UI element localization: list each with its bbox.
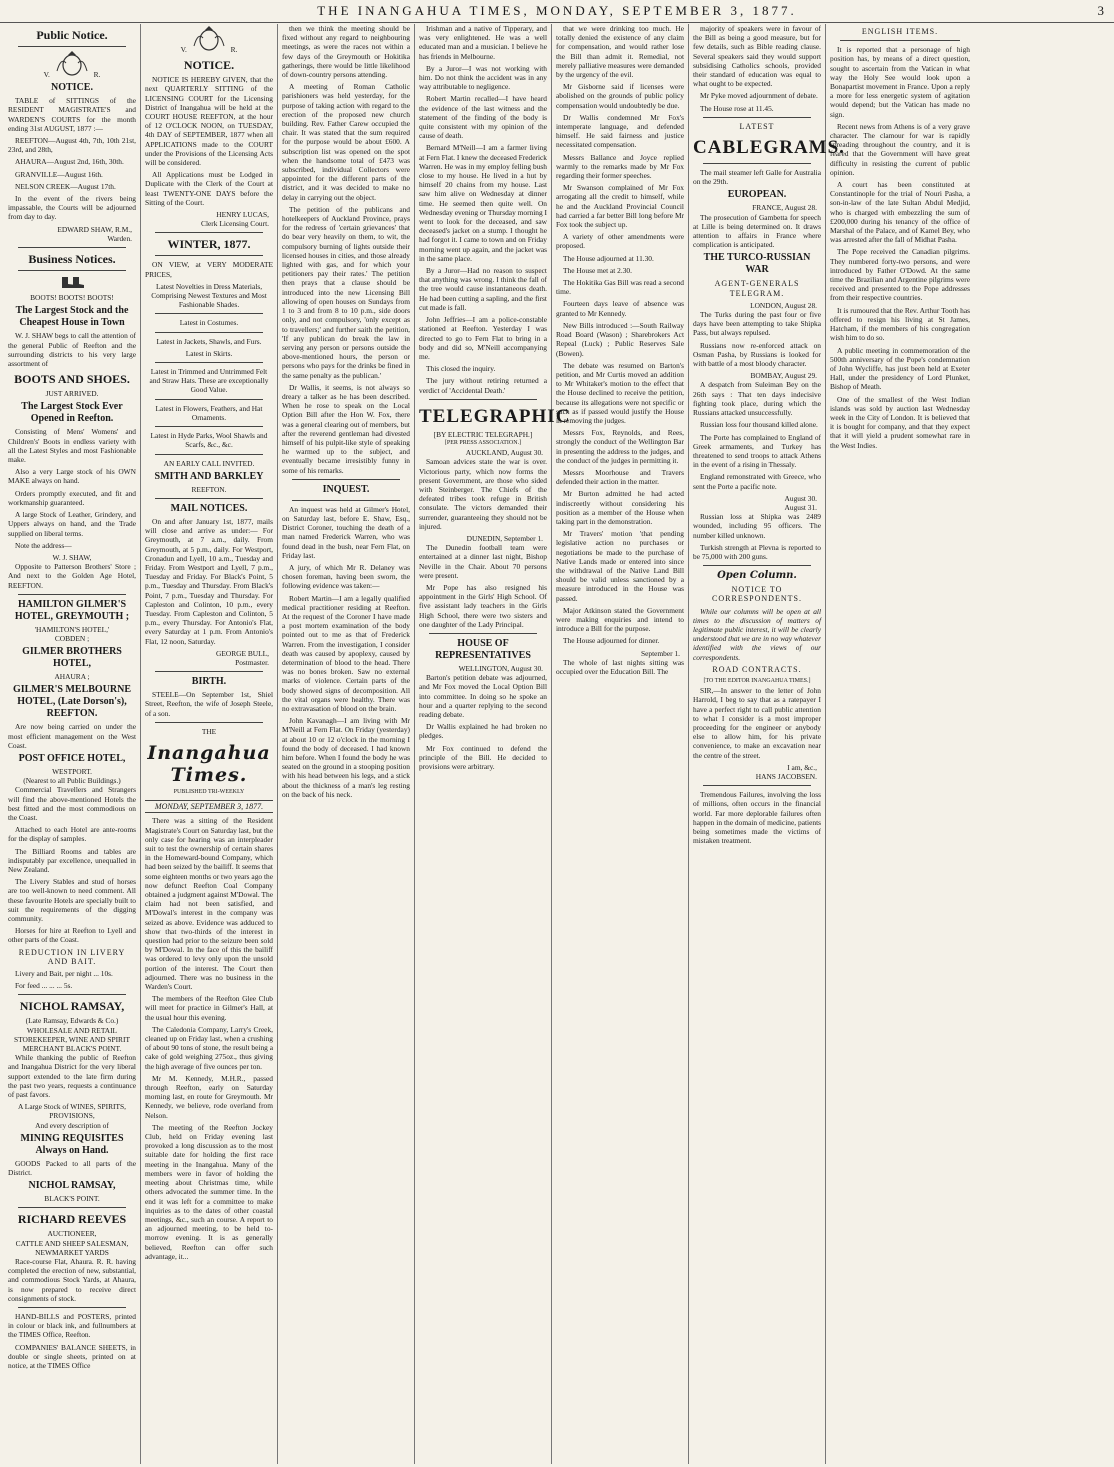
nichol-signature: NICHOL RAMSAY,: [28, 1180, 116, 1192]
russians-text: Russians now re-enforced attack on Osman Pasha, by Russians is looked for with battle of a most bloody character.: [693, 340, 821, 369]
pyke-text: Mr Pyke moved adjournment of debate.: [700, 91, 818, 101]
kennedy-text: Mr M. Kennedy, M.H.R., passed through Reefton, early on Saturday morning last, en route for Greymouth. Mr Kennedy, we believe, rode overland from Nelson.: [145, 1073, 273, 1120]
rumoured-text: It is rumoured that the Rev. Arthur Tooth has offered to resign his living at St James, Hatcham, if the members of his congregation wish him to do so.: [830, 305, 970, 343]
column-3: [278, 24, 415, 1464]
verdict-text: The jury without retiring returned a verdict of 'Accidental Death.': [419, 376, 547, 395]
page-number: 3: [1097, 3, 1104, 18]
lucas-title: Clerk Licensing Court.: [201, 219, 269, 229]
notice-correspondents-heading: NOTICE TO CORRESPONDENTS.: [712, 585, 802, 604]
col5-text1: that we were drinking too much. He totally denied the existence of any claim for compensation, and would rather lose the Bill than admit it. Remedial, not merely palliative measures were demanded by the urgency of the evil.: [556, 24, 684, 80]
mail-notices-text: On and after January 1st, 1877, mails will close and arrive as under:— For Greymouth, at 7 a.m., daily. From Greymouth, at 5 p.m., daily. For Westport, Cronadun and Lyell, 10 a.m., Tuesday and Friday. From Westport and Lyell, 7 p.m., Tuesday and Friday. For Black's Point, 5 p.m., Tuesday and Thursday. From Black's Point, 7 p.m., Tuesday and Thursday. For Capleston and Colinton, 10 p.m., every Tuesday. From Capleston and Colinton, 5 p.m., every Thursday. For Antonio's Flat, every Saturday at 1 p.m. From Antonio's Flat, 12 noon, Saturday.: [145, 516, 273, 646]
mail-notices-heading: MAIL NOTICES.: [170, 502, 248, 514]
livery-price: Livery and Bait, per night ... 10s.: [15, 969, 113, 978]
column-5: [552, 24, 689, 1464]
fox-text: Mr Fox continued to defend the principle of the Bill. He decided to provisions were arbitrary.: [419, 743, 547, 772]
gilmer-text: Are now being carried on under the most efficient management on the West Coast.: [8, 722, 136, 750]
london-dateline: LONDON, August 28.: [750, 300, 817, 310]
newmarket-label: NEWMARKET YARDS: [35, 1247, 109, 1257]
mneill-text: Bernard M'Neill—I am a farmer living at Fern Flat. I knew the deceased Frederick Warren. He was in my employ felling bush close to my house. He lived in a hut by himself 20 chains from my house. Last saw him alive on Wednesday at dinner time. He seemed then quite well. On Wednesday evening or Thursday morning I went to look for the deceased, and saw deceased's jacket on a stump. I thought he had forgot it. I came to town and on Friday morning went up again, and the jacket was in the same place.: [419, 143, 547, 263]
column-6: [689, 24, 845, 1464]
livery-text: The Livery Stables and stud of horses are too well-known to need comment. All these favourite Hotels are specially built to suit the requirements of the digging community.: [8, 877, 136, 923]
blacks-point-label: BLACK'S POINT.: [44, 1194, 100, 1204]
notice-heading: NOTICE.: [51, 82, 93, 94]
commercial-text: Commercial Travellers and Strangers will find the above-mentioned Hotels the best fitted and the most commodious on the Coast.: [8, 785, 136, 822]
post-office-hotel-heading: POST OFFICE HOTEL,: [18, 752, 126, 764]
column-1: [4, 24, 141, 1464]
hyde-park-text: Latest in Hyde Parks, Wool Shawls and Scarfs, &c., &c.: [150, 431, 268, 450]
westport-label: WESTPORT.: [52, 766, 92, 776]
russian-loss-text: Russian loss four thousand killed alone.: [700, 420, 818, 430]
sir-text: SIR,—In answer to the letter of John Harrold, I beg to say that as a ratepayer I have a perfect right to call public attention to what I consider is a most improper proceeding for the engineer or anybody else to allow him, for his private convenience, to make an excavation near the centre of the street.: [693, 686, 821, 760]
lucas-signature: HENRY LUCAS,: [216, 210, 269, 220]
shaw-signature: EDWARD SHAW, R.M.,: [57, 224, 132, 234]
postmaster-title: Postmaster.: [235, 657, 269, 667]
boots-heading: BOOTS! BOOTS! BOOTS!: [30, 293, 114, 303]
house-met-text: The House met at 2.30.: [563, 265, 632, 275]
gisborne-text: Mr Gisborne said if licenses were abolished on the grounds of public policy compensation would undoubtedly be due.: [556, 82, 684, 110]
companies-text: COMPANIES' BALANCE SHEETS, in double or single sheets, printed on at notice, at the TIMES Office: [8, 1342, 136, 1371]
jury-text: A jury, of which Mr R. Delaney was chosen foreman, having been sworn, the following evidence was taken:—: [282, 562, 410, 591]
agent-general-heading: AGENT-GENERALS TELEGRAM.: [714, 279, 800, 298]
goods-packed-text: GOODS Packed to all parts of the District.: [8, 1158, 136, 1178]
wallis2-text: Dr Wallis explained he had broken no pledges.: [419, 722, 547, 741]
shaw-text: W. J. SHAW begs to call the attention of the general Public of Reefton and the surrounding districts to his very large assortment of: [8, 331, 136, 369]
west-india-text: One of the smallest of the West Indian islands was sold by auction last Wednesday week in the City of London. It is believed that it is bought for company, and that they expect that it will yield a prudent somewhat rare in the West Indies.: [830, 394, 970, 450]
public-meeting-text: A public meeting in commemoration of the 500th anniversary of the Pope's condemnation of John Wycliffe, has just been held at Exeter Hall, under the presidency of Lord Plunket, Bishop of Meath.: [830, 345, 970, 392]
reefton-dates: REEFTON—August 4th, 7th, 10th 21st, 23rd, and 28th,: [8, 136, 136, 155]
road-contracts-heading: ROAD CONTRACTS.: [712, 664, 802, 674]
jackets-text: Latest in Jackets, Shawls, and Furs.: [156, 336, 262, 346]
jacobsen-signature: HANS JACOBSEN.: [755, 772, 817, 781]
largest-opened-heading: The Largest Stock Ever Opened in Reefton.: [21, 401, 123, 425]
large-stock-text: A Large Stock of WINES, SPIRITS, PROVISIONS,: [18, 1102, 126, 1121]
nelson-creek-dates: NELSON CREEK—August 17th.: [15, 181, 116, 191]
crest-icon: [52, 51, 92, 77]
wellington-dateline: WELLINGTON, August 30.: [458, 663, 543, 673]
reeves-text: Race-course Flat, Ahaura. R. R. having completed the erection of new, substantial, and commodious Stock Yards, at Ahaura, is now prepared to receive direct consignments of stock.: [8, 1257, 136, 1303]
latest-label: LATEST: [739, 121, 775, 131]
every-desc-text: And every description of: [35, 1120, 109, 1130]
moorhouse-text: Messrs Moorhouse and Travers defended their action in the matter.: [556, 467, 684, 487]
novelties-text: Latest Novelties in Dress Materials, Comprising Newest Textures and Most Fashionable Shades.: [151, 281, 267, 310]
on-view-text: ON VIEW, at VERY MODERATE PRICES,: [145, 260, 273, 279]
telegraphic-heading: TELEGRAPHIC: [419, 405, 571, 427]
masthead-title: THE INANGAHUA TIMES, MONDAY, SEPTEMBER 3, 1877.: [317, 3, 797, 18]
crest-icon: [189, 26, 229, 52]
mining-requisites: MINING REQUISITES Always on Hand.: [20, 1132, 124, 1156]
failures-text: Tremendous Failures, involving the loss of millions, often occurs in the financial world. Far more deplorable failures often happen in the domain of medicine, patients being sometimes made the victims of mistaken treatment.: [693, 790, 821, 846]
skirts-text: Latest in Skirts.: [185, 348, 233, 358]
costumes-text: Latest in Costumes.: [179, 318, 239, 328]
inquest-heading: INQUEST.: [322, 483, 370, 495]
debate-text: The debate was resumed on Barton's petition, and Mr Curtis moved an addition to Mr Whitaker's motion to the effect that the House declined to receive the petition, because its allegations were not specific or such as if passed would justify the House in removing the judges.: [556, 360, 684, 425]
col4-text1: Irishman and a native of Tipperary, and was very enlightened. He was a well educated man and a musician. I believe he has friends in Melbourne.: [419, 24, 547, 61]
shaw-title: Warden.: [107, 233, 132, 243]
hokitika-text: The Hokitika Gas Bill was read a second time.: [556, 278, 684, 297]
vr-right: R.: [230, 45, 238, 54]
licensing-notice-text: NOTICE IS HEREBY GIVEN, that the next QUARTERLY SITTING of the LICENSING COURT for the Licensing District of Inangahua will be held at the COURT HOUSE REEFTON, at the hour of 12 O'CLOCK NOON, on TUESDAY, 4th DAY of SEPTEMBER, 1877 when all APPLICATIONS made to the COURT under the Provisions of the Licensing Acts will be considered.: [145, 75, 273, 168]
barton-text: Barton's petition debate was adjourned, and Mr Fox moved the Local Option Bill into committee. In doing so he spoke an hour and a quarter replying to the second reading debate.: [419, 673, 547, 719]
orders-text: Orders promptly executed, and fit and workmanship guaranteed.: [8, 488, 136, 507]
column-4: [415, 24, 571, 1464]
melbourne-hotel-heading: GILMER'S MELBOURNE HOTEL, (Late Dorson's), REEFTON.: [12, 684, 132, 720]
grindery-text: A large Stock of Leather, Grindery, and Uppers always on hand, and the Trade supplied on liberal terms.: [8, 510, 136, 538]
european-heading: EUROPEAN.: [727, 189, 787, 201]
birth-text: STEELE—On September 1st, Shiel Street, Reefton, the wife of Joseph Steele, of a son.: [145, 690, 273, 718]
burton-text: Mr Burton admitted he had acted indiscreetly without considering his position as a member of the House when taking part in the demonstration.: [556, 489, 684, 526]
new-bills-text: New Bills introduced :—South Railway Road Board (Wason) ; Sharebrokers Act Repeal (Luck) ; Public Reserves Sale (Bowen).: [556, 320, 684, 358]
turco-russian-heading: THE TURCO-RUSSIAN WAR: [703, 252, 811, 276]
travers-text: Mr Travers' motion 'that pending legislative action no purchases or negotiations be made to the purchase of Native Lands made or entered into since the withdrawal of the Native Land Bill should be valid unless sanctioned by a measure introduced in the House was passed.: [556, 529, 684, 603]
england-text: England remonstrated with Greece, who sent the Porte a pacific note.: [693, 472, 821, 491]
ahaura-label: AHAURA ;: [54, 672, 90, 682]
jockey-text: The meeting of the Reefton Jockey Club, held on Friday evening last provoked a long discussion as to the most suitable date for holding the first race meeting in the Inangahua. Many of the members were in favor of holding the meeting about Christmas time, while others advocated the summer time. In the end it was left for a committee to make inquiries as to the dates of other coastal meetings, &c., such an course. A report to an adjourned meeting, to be held to-morrow evening. It is as generally believed, Reefton can offer such advantage, it...: [145, 1122, 273, 1261]
vr-left: V.: [43, 70, 50, 79]
rivers-text: In the event of the rivers being impassable, the Courts will be adjourned from day to day.: [8, 194, 136, 222]
birth-heading: BIRTH.: [191, 676, 227, 688]
nearest-label: (Nearest to all Public Buildings.): [23, 776, 121, 786]
own-make-text: Also a very Large stock of his OWN MAKE always on hand.: [8, 467, 136, 486]
athens-text: Recent news from Athens is of a very grave character. The clamour for war is rapidly spreading throughout the country, and it is feared that the Government will have great difficulty in resisting the current of public opinion.: [830, 121, 970, 177]
kavanagh-text: John Kavanagh—I am living with Mr M'Neill at Fern Flat. On Friday (yesterday) at about 10 or 12 o'clock in the morning I found the body of deceased. I had known him before. When I found the body he was seated on the ground in a stooping position with his head between his legs, and a stick about the thickness of a man's leg resting on the back of his neck.: [282, 716, 410, 799]
felt-text: Latest in Trimmed and Untrimmed Felt and Straw Hats. These are exceptionally Good Value.: [149, 367, 269, 395]
turks-shipka-text: The Turks during the past four or five days have been attempting to take Shipka Pass, but always repulsed.: [693, 310, 821, 338]
cattle-label: CATTLE AND SHEEP SALESMAN,: [15, 1238, 129, 1248]
ahaura-dates: AHAURA—August 2nd, 16th, 30th.: [15, 157, 124, 167]
open-column-heading: Open Column.: [717, 570, 797, 582]
despatch-text: A despatch from Suleiman Bey on the 26th says : That ten days indecisive fighting took place, during which the Russians attacked unsuccessfully.: [693, 380, 821, 418]
dunedin-text: The Dunedin football team were entertained at a dinner last night, Bishop Neville in the Chair. About 70 persons were present.: [419, 543, 547, 580]
glee-text: The members of the Reefton Glee Club will meet for practice in Gilmer's Hall, at the usual hour this evening.: [145, 994, 273, 1022]
pope-resign-text: Mr Pope has also resigned his appointment in the Girls' High School. Of five assistant lady teachers in the Girls High School, there were two sisters and one daughter of the Lady Principal.: [419, 582, 547, 629]
boots-shoes-heading: BOOTS AND SHOES.: [14, 372, 130, 387]
dunedin-dateline: DUNEDIN, September 1.: [466, 533, 543, 543]
issue-date: MONDAY, SEPTEMBER 3, 1877.: [145, 800, 273, 813]
royal-crest-icon: [8, 51, 136, 79]
aug30-dateline: August 30.: [784, 493, 817, 503]
iam-text: I am, &c.,: [787, 762, 817, 772]
turkish-text: Turkish strength at Plevna is reported to be 75,000 with 200 guns.: [693, 542, 821, 561]
handbills-text: HAND-BILLS and POSTERS, printed in colour or black ink, and fullnumbers at the TIMES Office, Reefton.: [8, 1312, 136, 1340]
notice-heading: NOTICE.: [183, 58, 235, 73]
catholic-text: A meeting of Roman Catholic parishioners was held yesterday, for the purpose of taking action with regard to the erection of the proposed new church building. Rev. Father Carew occupied the chair. It was stated that the sum required for the purpose would be about £600. A subscription list was opened on the spot when the handsome total of £473 was subscribed, individual Collectors were appointed for the different parts of the district, and it was decided to make no delay in carrying out the object.: [282, 82, 410, 202]
press-assoc-label: [PER PRESS ASSOCIATION.]: [444, 439, 522, 446]
gilmer-brothers-heading: GILMER BROTHERS HOTEL,: [22, 646, 122, 670]
auctioneer-label: AUCTIONEER,: [47, 1229, 97, 1239]
granville-dates: GRANVILLE—August 16th.: [15, 169, 103, 179]
gilmer-hotel-heading: HAMILTON GILMER'S HOTEL, GREYMOUTH ;: [14, 598, 130, 622]
pasha-text: It is reported that a personage of high position has, by means of a direct question, sought to ascertain from the Vatican in what way the Holy See would look upon a Bonapartist movement in France. Upon a reply a more for less energetic system of agitation would depend; but the Vatican has made no sign.: [830, 45, 970, 119]
lodged-text: All Applications must be Lodged in Duplicate with the Clerk of the Court at least TWENTY-ONE DAYS before the Sitting of the Court.: [145, 170, 273, 207]
house-reps-heading: HOUSE OF REPRESENTATIVES: [435, 637, 531, 661]
whole-last-text: The whole of last nights sitting was occupied over the Education Bill. The: [556, 657, 684, 676]
reynolds-text: Messrs Fox, Reynolds, and Rees, strongly the conduct of the Wellington Bar in presenting the address to the judges, and the conduct of the judges in permitting it.: [556, 428, 684, 465]
shaw-name: W. J. SHAW,: [52, 552, 92, 562]
column-2: [141, 24, 278, 1464]
wallis-text: Dr Wallis condemned Mr Fox's intemperate language, and defended himself. He said fairness and justice necessitated compensation.: [556, 112, 684, 150]
public-notice-heading: Public Notice.: [36, 28, 108, 42]
bull-signature: GEORGE BULL,: [216, 648, 269, 658]
nichol-text: While thanking the public of Reefton and Inangahua District for the very liberal support extended to the late firm during the past two years, requests a continuance of past favors.: [8, 1053, 136, 1100]
boot-icon: [8, 275, 136, 291]
largest-stock-heading: The Largest Stock and the Cheapest House in Town: [15, 305, 129, 329]
petition-text: The petition of the publicans and hotelkeepers of Auckland Province, prays for the redress of 'certain grievances' that do bear very heavily on them, to wit, the compulsory burning of lights outside their licensed houses in cities, and those already lighted with gas, and for which your petitioners pay their rates.' The petition then prays that a clause should be introduced into the new Licensing Bill allowing of open houses on Sundays from 1 to 3 and from 8 to 10 p.m., side doors only, and not compulsory, 'only except as to travellers;' and further saith the petition, 'If any publican do break the law in serving any person or persons outside the above-mentioned hours, the person or persons who pays for the drinks be fined in the same penalty as the publican.': [282, 204, 410, 380]
juror2-text: By a Juror—Had no reason to suspect that anything was wrong. I think the fall of the tree would cause instantaneous death. He had been cutting a sapling, and the first cut made is fall.: [419, 266, 547, 312]
consisting-text: Consisting of Mens' Womens' and Children's' Boots in endless variety with all the Latest Styles and most Fashionable make.: [8, 427, 136, 465]
to-editor-label: [TO THE EDITOR INANGAHUA TIMES.]: [703, 677, 811, 684]
royal-crest-icon: [145, 26, 273, 54]
jeffries-text: John Jeffries—I am a police-constable stationed at Reefton. Yesterday I was directed to go to Fern Flat to bring in a body and did so, M'Neill accompanying me.: [419, 315, 547, 361]
just-arrived: JUST ARRIVED.: [45, 389, 99, 399]
billiard-text: The Billiard Rooms and tables are indisputably par excellence, unequalled in New Zealand.: [8, 846, 136, 874]
cobden: COBDEN ;: [54, 633, 90, 643]
feed-price: For feed ... ... ... 5s.: [15, 981, 73, 991]
editorial-text: There was a sitting of the Resident Magistrate's Court on Saturday last, but the only case for hearing was an interpleader suit to test the ownership of certain shares in the Homeward-bound Company, which had been seized by the bailiff. It seems that some eighteen months or two years ago the now defunct Reefton Coal Company obtained a judgment against M'Dowal. The claim had not been satisfied, and M'Dowal's interest in the company was seized as above. Evidence was adduced to show that two-thirds of the interest in question had prior to the seizure been sold by M'Dowal. In the face of this the bailiff was ordered to levy only upon the unsold portion of the interest. The Court then adjourned. There was no business in the Warden's Court.: [145, 816, 273, 992]
aug31-dateline: August 31.: [784, 502, 817, 512]
amendments-text: A variety of other amendments were proposed.: [556, 232, 684, 251]
samoan-text: Samoan advices state the war is over. Victorious party, which now forms the present Government, are those who sided with Steinberger. The Chiefs of the defeated tribes took refuge in British consulate. The victors demanded their surrender, guaranteeing they should not be injured.: [419, 457, 547, 531]
vr-left: V.: [180, 45, 187, 54]
september-dateline: September 1.: [641, 648, 680, 658]
bombay-dateline: BOMBAY, August 29.: [750, 371, 817, 381]
shaw-address: Opposite to Patterson Brothers' Store ; And next to the Golden Age Hotel, REEFTON.: [8, 562, 136, 590]
fourteen-text: Fourteen days leave of absence was granted to Mr Kennedy.: [556, 299, 684, 318]
masthead: [0, 0, 1114, 23]
juror1-text: By a Juror—I was not working with him. Do not think the accident was in any way attributable to negligence.: [419, 63, 547, 92]
russian-loss2-text: Russian loss at Shipka was 2489 wounded, including 95 officers. The number killed unknown.: [693, 512, 821, 540]
swanson-text: Mr Swanson complained of Mr Fox arrogating all the credit to himself, while he and the Auckland Provincial Council had carried a far better Bill long before Mr Fox took the subject up.: [556, 183, 684, 230]
correspondents-text: While our columns will be open at all times to the discussion of matters of legitimate public interest, it will be clearly understood that we are in no way whatever identified with the views of our correspondents.: [693, 606, 821, 662]
by-electric-label: [BY ELECTRIC TELEGRAPH.]: [433, 429, 533, 439]
adjourned-text: The House adjourned for dinner.: [563, 636, 660, 646]
nichol-ramsay-heading: NICHOL RAMSAY,: [19, 999, 125, 1014]
tri-weekly-label: PUBLISHED TRI-WEEKLY: [173, 788, 245, 795]
meeting-text: then we think the meeting should be fixed without any regard to neighbouring meetings, as were the races not within a few days of the Greymouth or Hokitika gatherings, there would be little likelihood of down-country persons attending.: [282, 24, 410, 80]
house-rose-text: The House adjourned at 11.30.: [563, 253, 654, 263]
english-items-heading: ENGLISH ITEMS.: [861, 27, 939, 36]
richard-reeves-heading: RICHARD REEVES: [17, 1212, 127, 1227]
closed-text: This closed the inquiry.: [426, 364, 496, 374]
early-call-text: AN EARLY CALL INVITED.: [163, 458, 255, 468]
column-7: [826, 24, 974, 1464]
nichol-sub: (Late Ramsay, Edwards & Co.) WHOLESALE AND RETAIL STOREKEEPER, WINE AND SPIRIT MERCHANT BLACK'S POINT.: [14, 1016, 130, 1054]
smith-town: REEFTON.: [191, 484, 227, 494]
hamiltons-hotel: 'HAMILTON'S HOTEL,': [34, 624, 110, 634]
martin-text: Robert Martin—I am a legally qualified medical practitioner residing at Reefton. At the request of the Coroner I have made a post mortem examination of the body pointed out to me as that of Frederick Warren. From the investigation, I consider death was caused by apoplexy, caused by determination of blood to the head. There was no bones broken. Saw no external marks of violence. Certain parts of the body showed signs of decomposition. All the vital organs were healthy. There was no extravasation of blood on the brain.: [282, 593, 410, 714]
porte-text: The Porte has complained to England of Greek armaments, and Turkey has threatened to send troops to attack Athens in the event of a rising in Thessaly.: [693, 432, 821, 470]
paper-title: Inangahua Times.: [147, 741, 271, 786]
martin-recalled-text: Robert Martin recalled—I have heard the evidence of the last witness and the statement of the finding of the body is quite consistent with my opinion of the cause of death.: [419, 94, 547, 141]
business-notices-heading: Business Notices.: [28, 252, 116, 267]
court-text: A court has been constituted at Constantinople for the trial of Nouri Pasha, a son-in-law of the late Sultan Abdul Medjid, who is charged with embezzling the sum of £200,000 during his tenancy of the office of Marshal of the Palace, and of Kamel Bey, who was arrested after the fall of Midhat Pasha.: [830, 180, 970, 245]
auckland-dateline: AUCKLAND, August 30.: [465, 448, 543, 458]
newspaper-columns: [4, 24, 1110, 1464]
vr-right: R.: [93, 70, 101, 79]
cablegrams-heading: CABLEGRAMS.: [693, 137, 845, 159]
wallis-text: Dr Wallis, it seems, is not always so dreary a talker as he has been described. When he rose to speak on the Local Option Bill after the Hon W. Fox, there was a general clearing out of members, but after the reverend gentleman had divested himself of his pulpit-like style of speaking he warmed up to the subject, and eventually became irresistibly funny in some of his remarks.: [282, 382, 410, 475]
france-dateline: FRANCE, August 28.: [752, 203, 817, 213]
caledonia-text: The Caledonia Company, Larry's Creek, cleaned up on Friday last, when a crushing of about 90 tons of stone, the result being a cake of gold weighing 275oz., thus giving the high average of five ounces per ton.: [145, 1024, 273, 1071]
pope-text: The Pope received the Canadian pilgrims. They numbered forty-two persons, and were introduced by Father O'Dowd. At the same time the Brazilian and Argentine pilgrims were received and presented to the Pope addresses from their respective countries.: [830, 247, 970, 303]
inquest-text: An inquest was held at Gilmer's Hotel, on Saturday last, before E. Shaw, Esq., District Coroner, touching the death of a man named Frederick Warren, who was found dead in the bush, near Fern Flat, on Friday last.: [282, 504, 410, 560]
smith-barkley-heading: SMITH AND BARKLEY: [154, 470, 264, 482]
reduction-heading: REDUCTION IN LIVERY AND BAIT.: [18, 947, 126, 966]
horses-text: Horses for hire at Reefton to Lyell and other parts of the Coast.: [8, 926, 136, 945]
courts-text: TABLE of SITTINGS of the RESIDENT MAGISTRATE'S and WARDEN'S COURTS for the month ending 31st AUGUST, 1877 :—: [8, 96, 136, 133]
ballance-text: Messrs Ballance and Joyce replied warmly to the remarks made by Mr Fox regarding their former speeches.: [556, 152, 684, 181]
prosecution-text: The prosecution of Gambetta for speech at Lille is being determined on. It draws attention to affairs in France where complication is anticipated.: [693, 212, 821, 250]
flowers-text: Latest in Flowers, Feathers, and Hat Ornaments.: [155, 403, 263, 422]
note-address: Note the address—: [15, 540, 72, 550]
the-label: THE: [201, 726, 217, 736]
house-rose-text: The House rose at 11.45.: [700, 103, 774, 113]
col6-text1: majority of speakers were in favour of the Bill as being a good measure, but for few details, such as Bible reading clause. Several speakers said they would support subsidising Catholics schools, provided their standard of education was equal to what ought to be expected.: [693, 24, 821, 89]
winter-heading: WINTER, 1877.: [167, 237, 251, 252]
sample-rooms-text: Attached to each Hotel are ante-rooms for the display of samples.: [8, 825, 136, 844]
mail-steamer-text: The mail steamer left Galle for Australia on the 29th.: [693, 168, 821, 187]
atkinson-text: Major Atkinson stated the Government were making enquiries and intend to introduce a Bill for the purpose.: [556, 605, 684, 634]
